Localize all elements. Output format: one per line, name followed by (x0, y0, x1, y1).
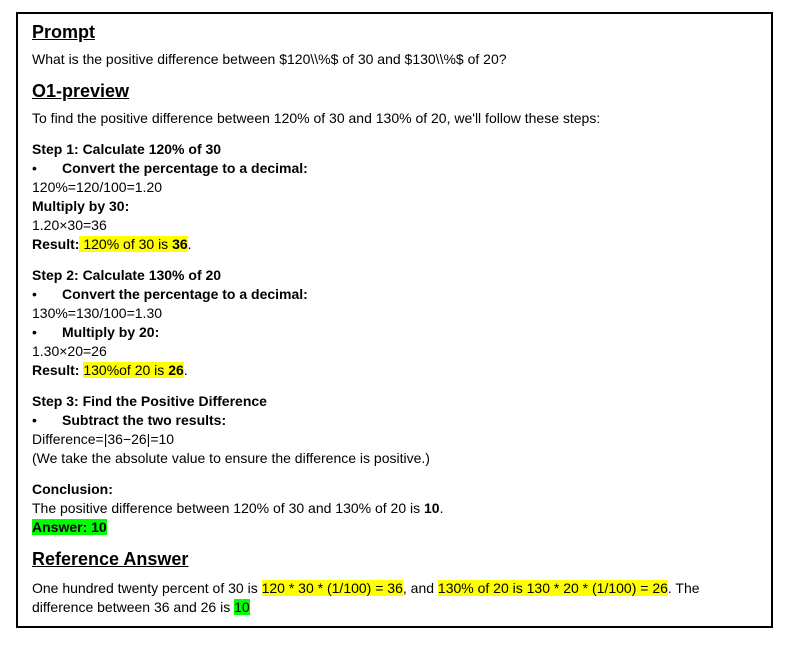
step2-heading: Step 2: Calculate 130% of 20 (32, 267, 222, 283)
conclusion-heading: Conclusion: (32, 481, 113, 497)
step2-result-end: . (183, 362, 188, 378)
step1-result-label: Result: (32, 236, 80, 252)
step2-result (32, 361, 762, 380)
conclusion-value: 10 (424, 500, 440, 516)
step3-heading: Step 3: Find the Positive Difference (32, 393, 267, 409)
reference-part3: . The (667, 580, 700, 596)
step1-heading: Step 1: Calculate 120% of 30 (32, 141, 222, 157)
document-frame (16, 12, 773, 628)
bullet-icon: • (32, 160, 37, 176)
step2-result-value: 26 (168, 362, 184, 378)
step1-sub1: Convert the percentage to a decimal: (62, 160, 308, 176)
conclusion-text-end: . (439, 500, 444, 516)
conclusion-answer-line (32, 518, 762, 537)
document-content (32, 20, 762, 617)
step2-bullet-2 (32, 323, 762, 342)
step3-bullet-1 (32, 411, 762, 430)
step2-result-label: Result: (32, 362, 80, 378)
step2-result-highlight (83, 362, 183, 378)
step1-result-end: . (187, 236, 192, 252)
o1-intro: To find the positive difference between 120% of 30 and 130% of 20, we'll follow these steps: (32, 110, 601, 126)
reference-part1: One hundred twenty percent of 30 is (32, 580, 262, 596)
step1-calc1: 120%=120/100=1.20 (32, 179, 163, 195)
reference-text (32, 579, 762, 617)
step1-calc2: 1.20×30=36 (32, 217, 107, 233)
step1-sub2: Multiply by 30: (32, 198, 130, 214)
bullet-icon: • (32, 412, 37, 428)
step1-result-pre: 120% of 30 is (79, 236, 173, 252)
reference-highlight-3: 10 (234, 599, 250, 615)
step3-sub1: Subtract the two results: (62, 412, 227, 428)
step3-note: (We take the absolute value to ensure the difference is positive.) (32, 450, 430, 466)
conclusion-text-pre: The positive difference between 120% of 30 and 130% of 20 is (32, 500, 425, 516)
step2-calc1: 130%=130/100=1.30 (32, 305, 163, 321)
prompt-heading: Prompt (32, 22, 95, 42)
step1-result-value: 36 (172, 236, 188, 252)
reference-line2: difference between 36 and 26 is (32, 599, 235, 615)
step3-calc1: Difference=|36−26|=10 (32, 431, 175, 447)
reference-highlight-2: 130% of 20 is 130 * 20 * (1/100) = 26 (437, 580, 668, 596)
step2-calc2: 1.30×20=26 (32, 343, 107, 359)
reference-highlight-1: 120 * 30 * (1/100) = 36 (261, 580, 403, 596)
prompt-text: What is the positive difference between $120\\%$ of 30 and $130\\%$ of 20? (32, 51, 507, 67)
conclusion-answer: Answer: 10 (32, 519, 107, 535)
step1-result (32, 235, 762, 254)
bullet-icon: • (32, 324, 37, 340)
step1-bullet-1 (32, 159, 762, 178)
bullet-icon: • (32, 286, 37, 302)
step2-sub2: Multiply by 20: (62, 324, 160, 340)
conclusion-text (32, 499, 762, 518)
reference-heading: Reference Answer (32, 549, 189, 569)
step2-bullet-1 (32, 285, 762, 304)
step2-sub1: Convert the percentage to a decimal: (62, 286, 308, 302)
reference-part2: , and (402, 580, 438, 596)
step1-result-highlight (79, 236, 187, 252)
step2-result-pre: 130%of 20 is (83, 362, 169, 378)
o1-preview-heading: O1-preview (32, 81, 130, 101)
